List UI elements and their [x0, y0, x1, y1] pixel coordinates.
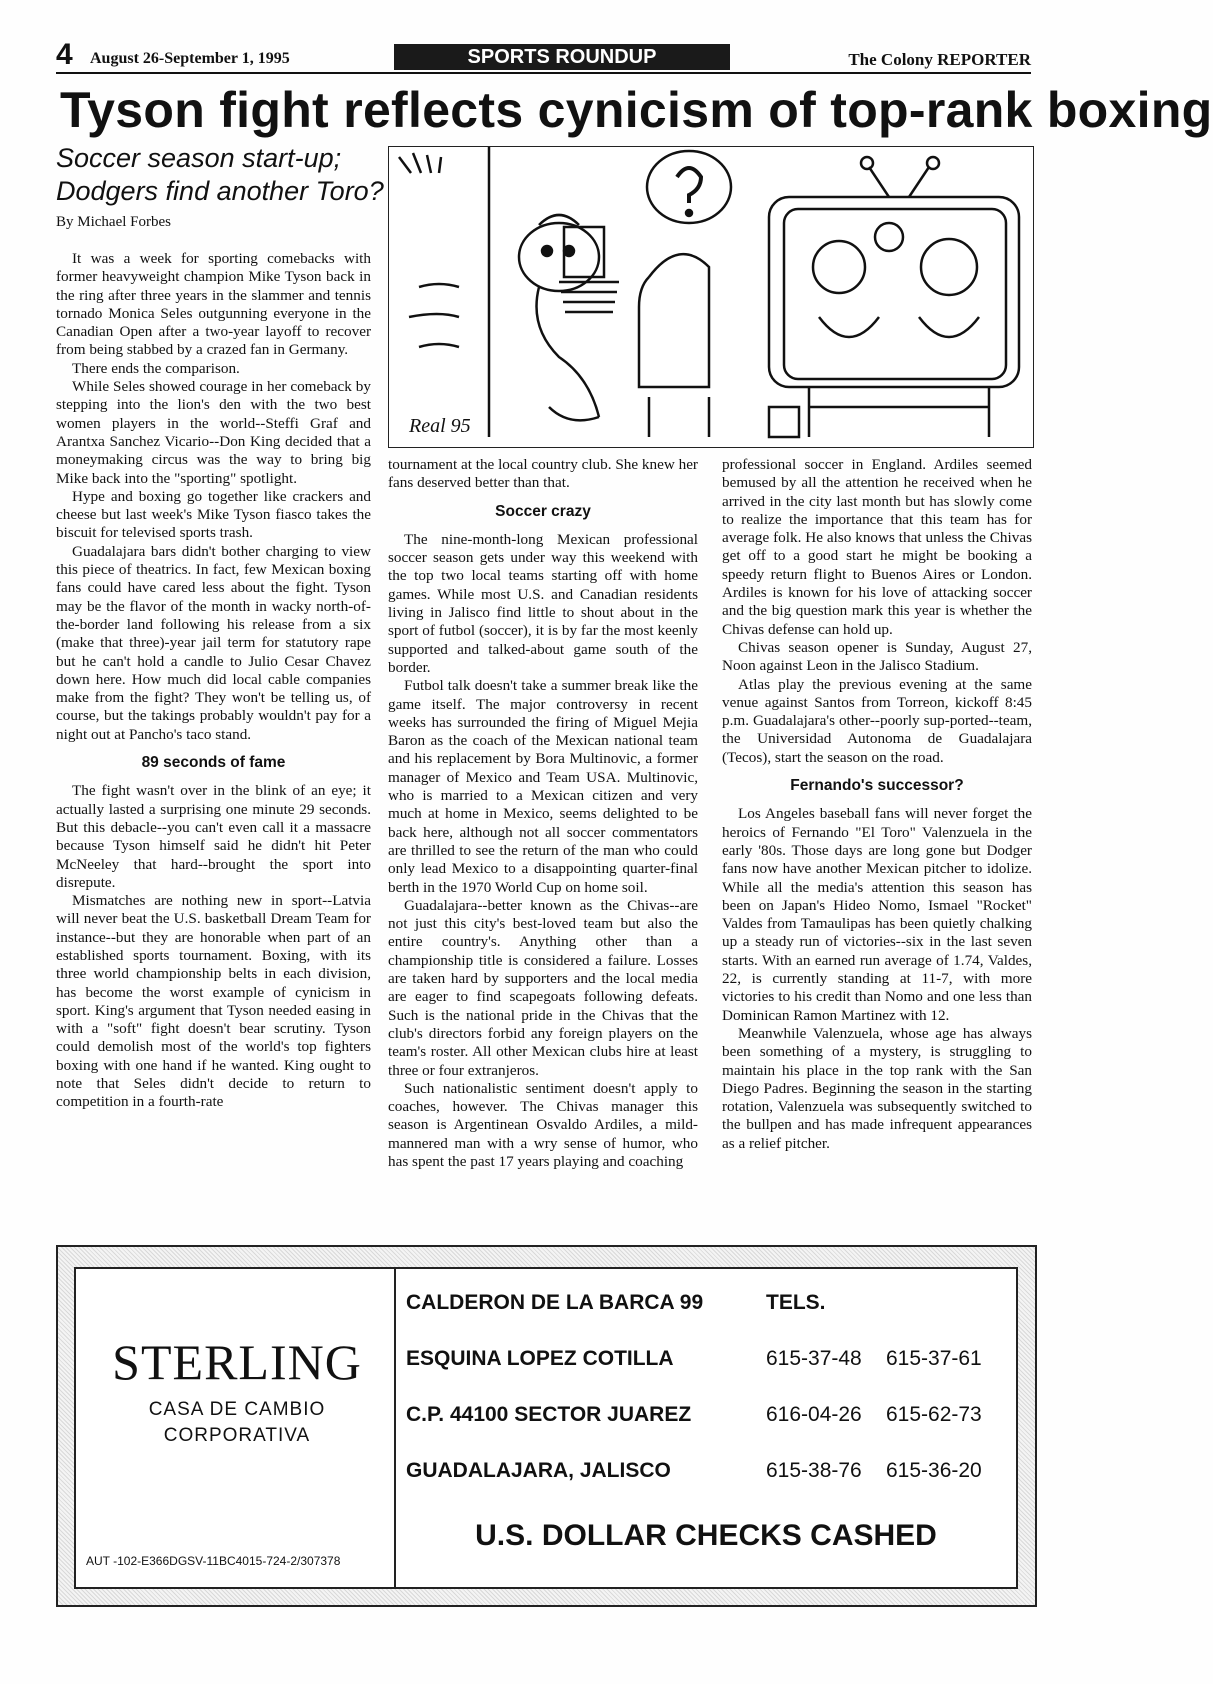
paragraph: While Seles showed courage in her comeback by stepping into the lion's den with the two best women players in the world--Steffi Graf and Arantxa Sanchez Vicario--Don King decided that a moneymaking circus was the way to bring big Mike back into the "sporting" spotlight. [56, 378, 371, 487]
boxing-glove [875, 223, 903, 251]
headline: Tyson fight reflects cynicism of top-rank boxing [60, 82, 1213, 138]
paragraph: Hype and boxing go together like crackers and cheese but last week's Mike Tyson fiasco takes the biscuit for televised sports trash. [56, 487, 371, 542]
boxer-two [921, 239, 977, 295]
ad-phone-number: 615-37-61 [886, 1347, 982, 1370]
section-heading: Soccer crazy [495, 502, 591, 520]
section-heading: Fernando's successor? [790, 777, 964, 795]
paragraph: Such nationalistic sentiment doesn't apply to coaches, however. The Chivas manager this season is Argentinean Osvaldo Ardiles, a mild-mannered man with a wry sense of humor, who has spent the past 17 years playing and coaching [388, 1079, 698, 1170]
paragraph: Los Angeles baseball fans will never forget the heroics of Fernando "El Toro" Valenzuela in the early '80s. Those days are long gone but Dodger fans now have another Mexican pitcher to idolize. While all the media's attention this season has been on Japan's Hideo Nomo, Ismael "Rocket" Valdes from Tamaulipas has been quietly chalking up a steady run of victories--six in the last seven starts. With an earned run average of 1.74, Valdes, 22, is currently standing at 11-7, with more victories to his credit than Nomo and one less than Dominican Ramon Martinez with 12. [722, 805, 1032, 1024]
paragraph: The fight wasn't over in the blink of an eye; it actually lasted a surprising one minute 29 seconds. But this debacle--you can't even call it a massacre because Tyson himself said he didn't hit Peter McNeeley that hard--brought the sport into disrepute. [56, 782, 371, 891]
ad-address-line: GUADALAJARA, JALISCO [406, 1459, 671, 1482]
tv-stand [809, 387, 989, 437]
ad-address-line: ESQUINA LOPEZ COTILLA [406, 1347, 674, 1370]
ad-address-line: CALDERON DE LA BARCA 99 [406, 1291, 704, 1314]
paragraph: Meanwhile Valenzuela, whose age has always been something of a mystery, is struggling to maintain his place in the top rank with the San Diego Padres. Beginning the season in the starting rotation, Valenzuela was subsequently switched to the bullpen and has made infrequent appearances as a relief pitcher. [722, 1024, 1032, 1152]
ad-phone-number: 615-36-20 [886, 1459, 982, 1482]
masthead [56, 38, 1031, 74]
fan-body [537, 287, 600, 417]
boxer-one [813, 241, 865, 293]
cartoon-illustration [389, 147, 1033, 447]
floor-box [769, 407, 799, 437]
ad-subtitle-line: CORPORATIVA [163, 1425, 311, 1446]
paragraph: Chivas season opener is Sunday, August 27, Noon against Leon in the Jalisco Stadium. [722, 638, 1032, 675]
editorial-cartoon [388, 146, 1034, 448]
paragraph: professional soccer in England. Ardiles seemed bemused by all the attention he received when he arrived in the city last month but has slowly come to realize the importance that this team has for average folk. He also knows that unless the Chivas get off to a good start he might be booking a speedy return flight to Buenos Aires or London. Ardiles is known for his love of attacking soccer and the big question mark this year is whether the Chivas defense can hold up. [722, 456, 1032, 638]
tv-antenna [869, 167, 929, 197]
cartoon-signature: Real 95 [409, 415, 471, 437]
ad-tels-label: TELS. [766, 1291, 826, 1314]
paragraph: There ends the comparison. [72, 359, 240, 377]
paragraph: tournament at the local country club. She knew her fans deserved better than that. [388, 456, 698, 492]
ad-phone-number: 615-38-76 [766, 1459, 862, 1482]
page-number: 4 [56, 38, 73, 71]
paragraph: It was a week for sporting comebacks with former heavyweight champion Mike Tyson back in the ring after three years in the slammer and tennis tornado Monica Seles outgunning everyone in the Canadian Open after a two-year layoff to recover from being stabbed by a crazed fan in Germany. [56, 250, 371, 359]
byline: By Michael Forbes [56, 214, 171, 230]
paragraph: Futbol talk doesn't take a summer break like the game itself. The major controversy in recent weeks has surrounded the firing of Miguel Mejia Baron as the coach of the Mexican national team and his replacement by Bora Multinovic, a former manager of Mexico and Team USA. Multinovic, who is married to a Mexican citizen and very much at home in Mexico, seems delighted to be back here, although not all soccer commentators are thrilled to see the return of the man who could only lead Mexico to a disappointing quarter-final berth in the 1970 World Cup on home soil. [388, 677, 698, 896]
subhead: Soccer season start-up; Dodgers find another Toro? [56, 143, 384, 206]
armchair [639, 254, 709, 387]
ad-phone-number: 616-04-26 [766, 1403, 862, 1426]
sparkle-marks [399, 153, 441, 173]
ad-subtitle-line: CASA DE CAMBIO [148, 1399, 326, 1420]
ad-address-line: C.P. 44100 SECTOR JUAREZ [406, 1403, 692, 1426]
paragraph: The nine-month-long Mexican professional soccer season gets under way this weekend with the top two local teams starting off with home games. While most U.S. and Canadian residents living in Jalisco find little to shout about in the sport of futbol (soccer), it is by far the most keenly supported and talked-about game south of the border. [388, 530, 698, 676]
ad-divider [394, 1269, 396, 1587]
paragraph: Guadalajara--better known as the Chivas--are not just this city's best-loved team but also the entire country's. Anything other than a championship title is considered a failure. Losses are taken hard by supporters and the local media are eager to find scapegoats following defeats. Such is the national pride in the Chivas that the club's directors forbid any foreign players on the team's roster. All other Mexican clubs hire at least three or four extranjeros. [388, 896, 698, 1079]
paragraph: Atlas play the previous evening at the same venue against Santos from Torreon, kickoff 8:45 p.m. Guadalajara's other--poorly sup-ported--team, the Universidad Autonoma de Guadalajara (Tecos), start the season on the road. [722, 675, 1032, 766]
ad-phone-number: 615-62-73 [886, 1403, 982, 1426]
ad-phone-number: 615-37-48 [766, 1347, 862, 1370]
article-column-2 [388, 456, 698, 1171]
paragraph: Guadalajara bars didn't bother charging to view this piece of theatrics. In fact, few Mexican boxing fans could have cared less about the fight. Tyson may be the flavor of the month in wacky north-of-the-border land following his release from a six (make that three)-year jail term for statutory rape but he can't hold a candle to Julio Cesar Chavez down here. How much did local cable companies make from the fight? They won't be telling us, of course, but the takings probably wouldn't pay for a night out at Pancho's taco stand. [56, 542, 371, 743]
article-column-3 [722, 456, 1032, 1153]
section-banner: SPORTS ROUNDUP [394, 44, 730, 70]
sandwich-stack [559, 282, 619, 312]
paper-name: The Colony REPORTER [848, 50, 1031, 69]
section-heading: 89 seconds of fame [141, 754, 286, 772]
television-set [769, 197, 1019, 387]
issue-date: August 26-September 1, 1995 [90, 50, 290, 67]
ad-brand-name: STERLING [112, 1334, 362, 1390]
article-column-1 [56, 250, 371, 1112]
advertisement-panel [74, 1267, 1018, 1589]
advertisement [56, 1245, 1037, 1607]
ad-tagline: U.S. DOLLAR CHECKS CASHED [475, 1519, 937, 1552]
ad-license-number: AUT -102-E366DGSV-11BC4015-724-2/307378 [86, 1554, 341, 1568]
paragraph: Mismatches are nothing new in sport--Latvia will never beat the U.S. basketball Dream Team for instance--but they are honorable when part of an established sports tournament. Boxing, with its three world championship belts in each division, has become the worst example of cynicism in sport. King's argument that Tyson needed easing in with a "soft" fight doesn't bear scrutiny. Tyson could demolish most of the world's top fighters boxing with one hand if he wanted. King ought to note that Seles didn't decide to return to competition in a fourth-rate [56, 892, 371, 1111]
ad-brand-subtitle [112, 1397, 362, 1449]
